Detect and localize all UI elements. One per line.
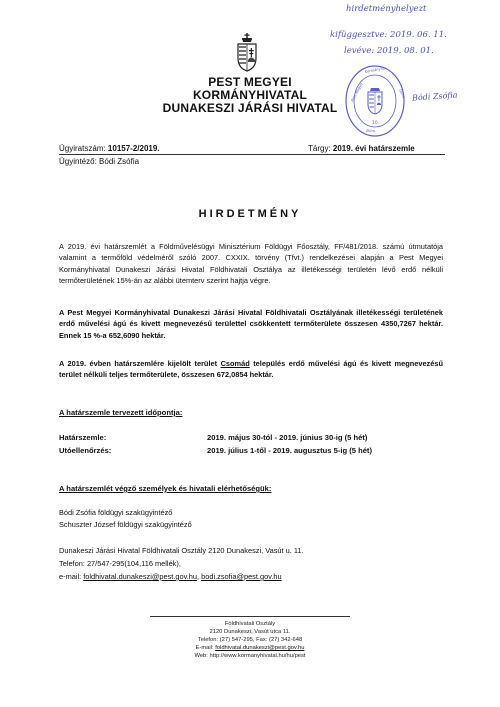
footer-email-link[interactable]: foldhivatal.dunakeszi@pest.gov.hu (215, 645, 305, 652)
intro-paragraph: A 2019. évi határszemlét a Földművelésügyi Minisztérium Földügyi Főosztály, FF/481/2018. számú útmutatója valamint a termőföld védelméről szóló 2007. CXXIX. törvény (Tfvt.) rendelkezései alapján a Pest Megyei Kormányhivatal Dunakeszi Járási Hivatal Földhivatali Osztálya az illetékességi területén lévő erdő nélküli termőterületének 15%-án az alábbi ütemterv szerint hajtja végre. (59, 242, 443, 285)
office-name-line3: DUNAKESZI JÁRÁSI HIVATAL (162, 101, 338, 115)
officer (59, 157, 139, 166)
settlement-name: Csomád (220, 359, 250, 368)
subject-label: Tárgy: (308, 144, 331, 153)
contact-phone: Telefon: 27/547-295(104,116 mellék), (59, 559, 181, 568)
stamp-ring-text-top: Kormányhiv. (364, 66, 388, 74)
officer-label: Ügyintéző: (59, 157, 97, 166)
handwritten-note-title: hirdetményhelyezt (346, 4, 427, 14)
contact-person-2: Schuszter József földügyi szakügyintéző (59, 520, 192, 529)
email-label: e-mail: (59, 572, 84, 581)
schedule-heading: A határszemle tervezett időpontja: (59, 408, 183, 417)
coat-of-arms-icon (234, 32, 260, 72)
subject (308, 144, 415, 153)
meta-divider (59, 154, 445, 155)
subject-value: 2019. évi határszemle (332, 144, 415, 153)
document-title: HIRDETMÉNY (198, 208, 302, 220)
footer (0, 620, 500, 660)
officer-value: Bódi Zsófia (99, 157, 140, 166)
footer-divider (150, 616, 350, 617)
contact-address: Dunakeszi Járási Hivatal Földhivatali Osztály 2120 Dunakeszi, Vasút u. 11. (59, 546, 304, 555)
stamp-initials: Bóm. (366, 128, 377, 133)
case-number (59, 144, 160, 153)
contact-person-1: Bódi Zsófia földügyi szakügyintéző (59, 508, 173, 517)
case-number-value: 10157-2/2019. (107, 144, 160, 153)
handwritten-removed-date: levéve: 2019. 08. 01. (344, 46, 434, 56)
schedule-followup-label: Utóellenőrzés: (59, 446, 112, 455)
stamp-ring-text-right: Duna (398, 88, 406, 100)
footer-address: 2120 Dunakeszi, Vasút utca 11. (209, 629, 291, 636)
email-link-office[interactable]: foldhivatal.dunakeszi@pest.gov.hu (83, 572, 198, 581)
handwritten-signature: Bódi Zsófia (411, 90, 458, 103)
handwritten-posted-date: kifüggesztve: 2019. 06. 11. (330, 30, 447, 40)
stamp-ring-text-left: Pest Megye (350, 82, 364, 103)
schedule-followup-value: 2019. július 1-től - 2019. augusztus 5-ig (5 hét) (207, 446, 372, 455)
official-stamp-icon (344, 64, 406, 138)
area-paragraph: A Pest Megyei Kormányhivatal Dunakeszi Járási Hivatal Földhivatali Osztályának illetékességi területének erdő művelési ágú és kivett megnevezésű területtel csökkentett termőterülete összesen 4350,7267 hektár. Ennek 15 %-a 652,6090 hektár. (59, 308, 443, 340)
designated-area-paragraph (59, 358, 443, 381)
office-name-line2: KORMÁNYHIVATAL (192, 88, 308, 102)
footer-email (0, 644, 500, 652)
contacts-heading: A határszemlét végző személyek és hivatali elérhetőségük: (59, 484, 272, 493)
footer-web[interactable]: Web: http://www.kormanyhivatal.hu/hu/pest (194, 653, 306, 660)
schedule-inspection-label: Határszemle: (59, 433, 107, 442)
stamp-number: 10. (372, 121, 380, 126)
schedule-inspection-value: 2019. május 30-tól - 2019. június 30-ig (5 hét) (207, 433, 368, 442)
contact-emails (59, 572, 282, 581)
office-name-line1: PEST MEGYEI (208, 75, 292, 89)
case-number-label: Ügyiratszám: (59, 144, 106, 153)
email-link-officer[interactable]: bodi.zsofia@pest.gov.hu (201, 572, 282, 581)
footer-dept: Földhivatali Osztály (224, 621, 276, 627)
footer-phone: Telefon: (27) 547-295, Fax: (27) 342-648 (197, 637, 303, 644)
designated-area-text-a: A 2019. évben határszemlére kijelölt terület (59, 359, 221, 368)
email-separator: , (197, 572, 202, 581)
footer-email-label: E-mail: (195, 645, 216, 652)
designated-area-text-b: település erdő művelési ágú és kivett megnevezésű terület nélküli teljes termőterülete, összesen 672,0854 hektár. (59, 359, 443, 380)
